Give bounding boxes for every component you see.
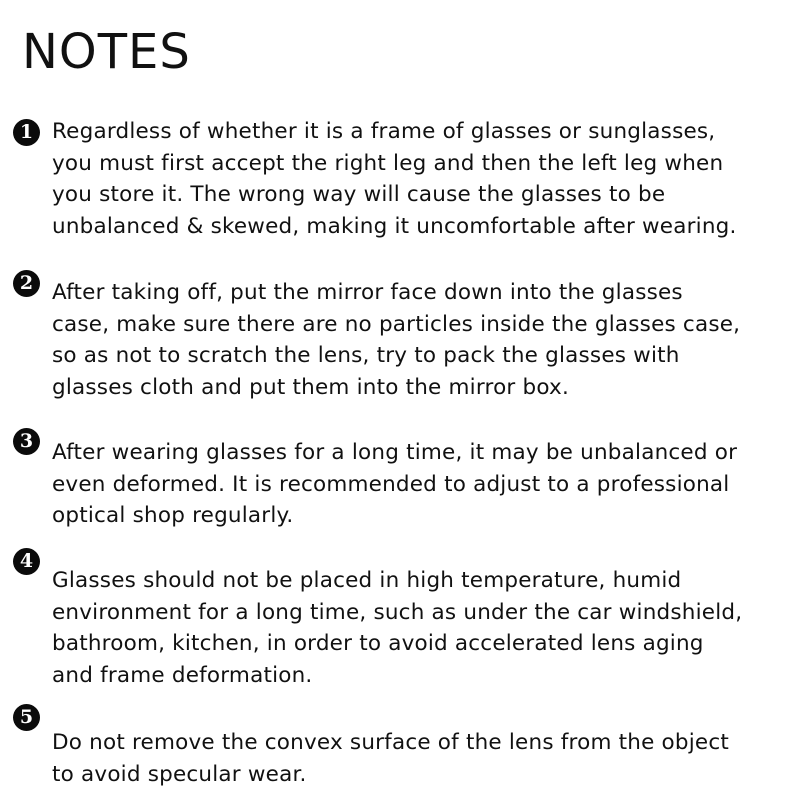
note-text-4: [52, 565, 800, 691]
note-line: After wearing glasses for a long time, it may be unbalanced or: [52, 440, 738, 465]
note-line: so as not to scratch the lens, try to pack the glasses with: [52, 343, 680, 368]
note-line: bathroom, kitchen, in order to avoid accelerated lens aging: [52, 631, 704, 656]
note-line: you store it. The wrong way will cause the glasses to be: [52, 182, 666, 207]
number-badge-3: 3: [13, 428, 40, 455]
note-line: Glasses should not be placed in high temperature, humid: [52, 568, 682, 593]
note-line: glasses cloth and put them into the mirror box.: [52, 374, 569, 400]
note-line: even deformed. It is recommended to adjust to a professional: [52, 471, 730, 497]
note-text-5: [52, 727, 800, 790]
page-title: NOTES: [22, 24, 191, 80]
note-line: unbalanced & skewed, making it uncomfortable after wearing.: [52, 213, 737, 239]
number-badge-5: 5: [13, 704, 40, 731]
number-badge-4: 4: [13, 548, 40, 575]
note-line: Regardless of whether it is a frame of glasses or sunglasses,: [52, 119, 716, 144]
note-text-1: [52, 116, 800, 242]
note-text-2: [52, 277, 800, 403]
note-line: Do not remove the convex surface of the lens from the object: [52, 730, 729, 755]
note-line: environment for a long time, such as under the car windshield,: [52, 599, 743, 625]
note-line: and frame deformation.: [52, 662, 313, 688]
note-line: After taking off, put the mirror face down into the glasses: [52, 280, 683, 305]
note-text-3: [52, 437, 800, 532]
note-line: to avoid specular wear.: [52, 761, 307, 787]
note-line: optical shop regularly.: [52, 503, 294, 528]
number-badge-2: 2: [13, 270, 40, 297]
number-badge-1: 1: [13, 119, 40, 146]
note-line: you must first accept the right leg and then the left leg when: [52, 150, 724, 176]
note-line: case, make sure there are no particles inside the glasses case,: [52, 311, 741, 337]
